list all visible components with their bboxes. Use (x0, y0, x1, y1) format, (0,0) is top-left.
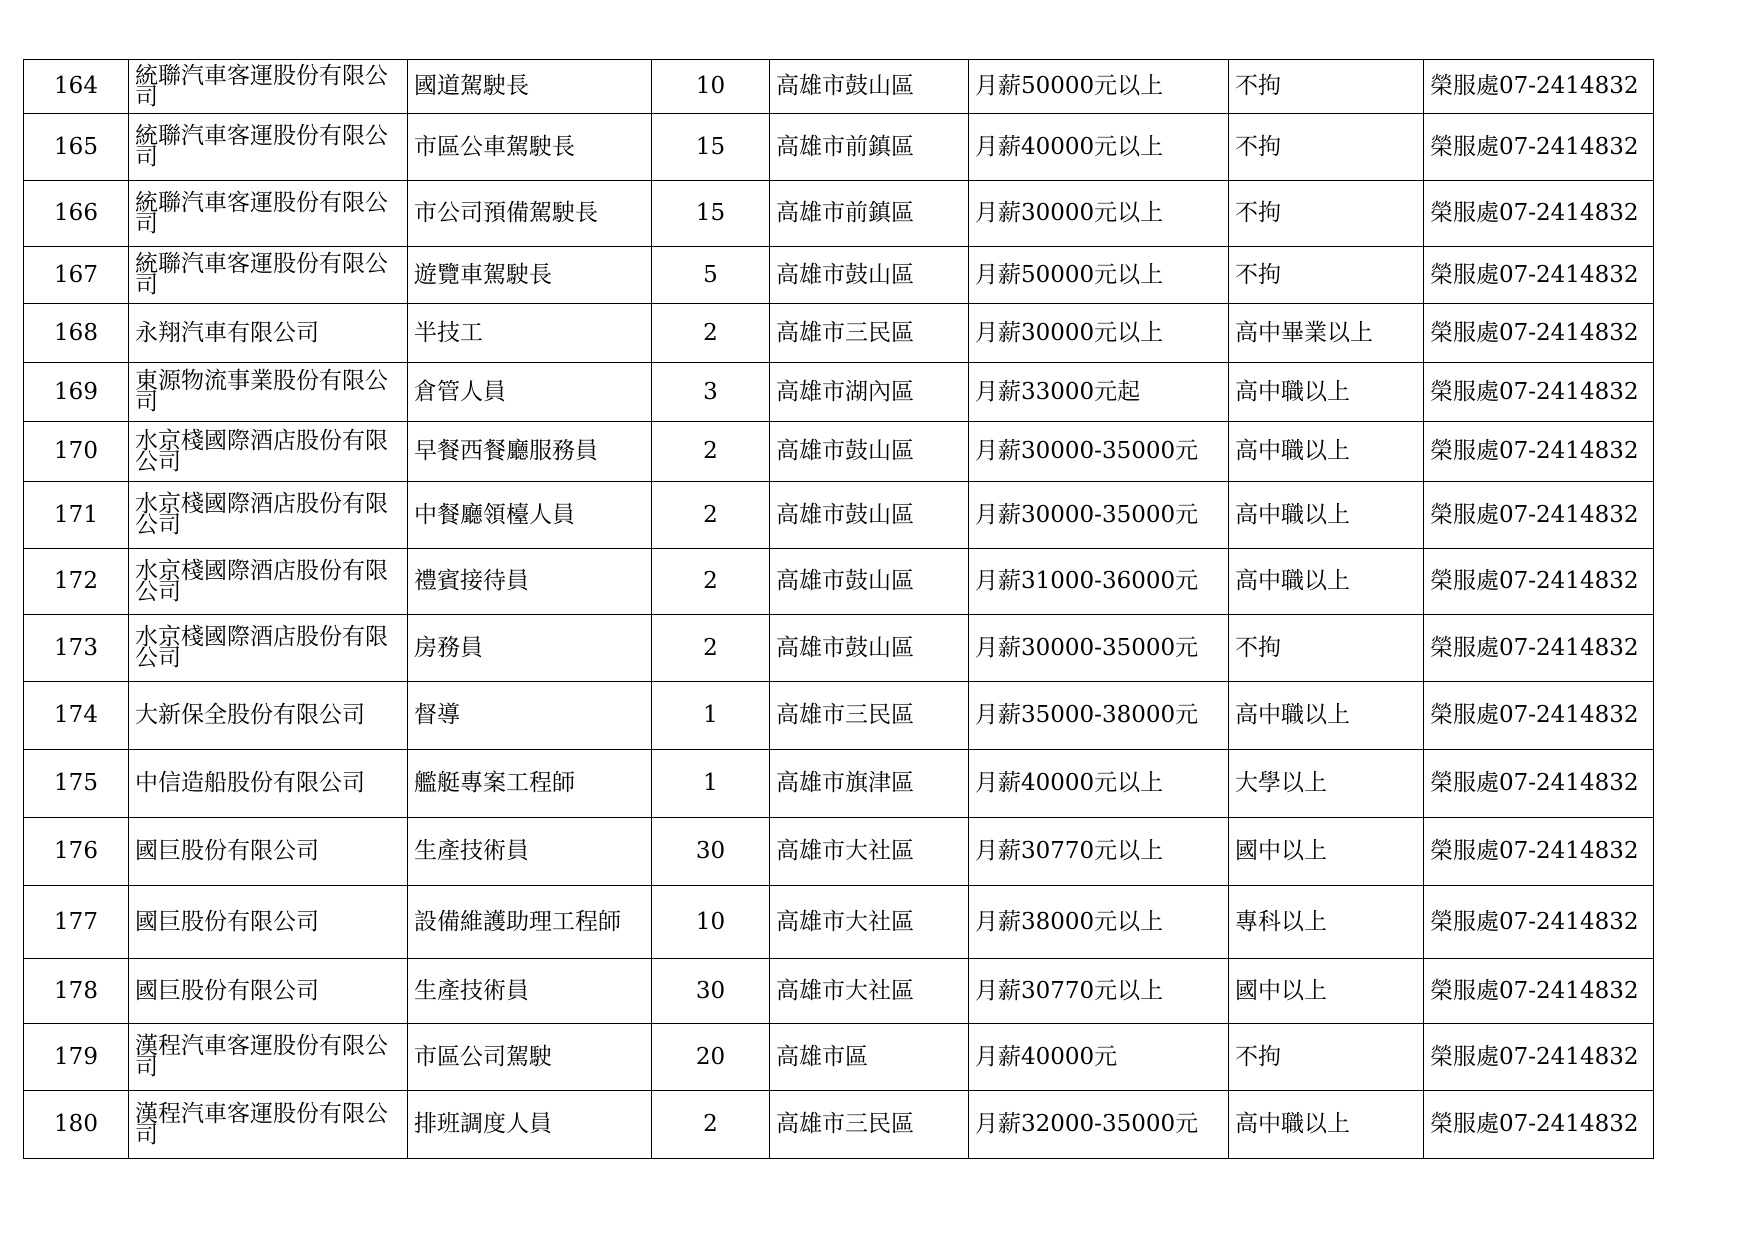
cell-contact: 榮服處07-2414832 (1424, 482, 1654, 549)
cell-contact: 榮服處07-2414832 (1424, 682, 1654, 750)
cell-company: 水京棧國際酒店股份有限公司 (129, 422, 408, 482)
cell-openings: 30 (652, 959, 770, 1024)
cell-location: 高雄市鼓山區 (770, 247, 969, 304)
cell-contact: 榮服處07-2414832 (1424, 959, 1654, 1024)
cell-contact: 榮服處07-2414832 (1424, 247, 1654, 304)
cell-number: 164 (24, 60, 129, 114)
cell-openings: 10 (652, 886, 770, 959)
cell-number: 176 (24, 818, 129, 886)
cell-education: 大學以上 (1229, 750, 1424, 818)
cell-company: 水京棧國際酒店股份有限公司 (129, 549, 408, 615)
cell-number: 174 (24, 682, 129, 750)
cell-job-title: 市公司預備駕駛長 (408, 181, 652, 247)
cell-number: 177 (24, 886, 129, 959)
cell-contact: 榮服處07-2414832 (1424, 886, 1654, 959)
cell-job-title: 倉管人員 (408, 363, 652, 422)
table-row (24, 181, 1654, 247)
cell-openings: 30 (652, 818, 770, 886)
cell-number: 180 (24, 1091, 129, 1159)
cell-location: 高雄市三民區 (770, 1091, 969, 1159)
cell-contact: 榮服處07-2414832 (1424, 1091, 1654, 1159)
cell-salary: 月薪50000元以上 (969, 247, 1229, 304)
cell-location: 高雄市旗津區 (770, 750, 969, 818)
cell-location: 高雄市三民區 (770, 304, 969, 363)
cell-contact: 榮服處07-2414832 (1424, 363, 1654, 422)
cell-contact: 榮服處07-2414832 (1424, 422, 1654, 482)
cell-education: 高中職以上 (1229, 363, 1424, 422)
cell-company: 漢程汽車客運股份有限公司 (129, 1024, 408, 1091)
cell-salary: 月薪31000-36000元 (969, 549, 1229, 615)
cell-company: 國巨股份有限公司 (129, 959, 408, 1024)
cell-openings: 20 (652, 1024, 770, 1091)
table-row (24, 959, 1654, 1024)
cell-company: 大新保全股份有限公司 (129, 682, 408, 750)
cell-salary: 月薪40000元以上 (969, 750, 1229, 818)
cell-company: 國巨股份有限公司 (129, 886, 408, 959)
cell-company: 國巨股份有限公司 (129, 818, 408, 886)
cell-contact: 榮服處07-2414832 (1424, 818, 1654, 886)
cell-company: 漢程汽車客運股份有限公司 (129, 1091, 408, 1159)
cell-education: 高中職以上 (1229, 422, 1424, 482)
cell-contact: 榮服處07-2414832 (1424, 750, 1654, 818)
cell-education: 國中以上 (1229, 818, 1424, 886)
cell-contact: 榮服處07-2414832 (1424, 114, 1654, 181)
table-row (24, 1091, 1654, 1159)
table-row (24, 114, 1654, 181)
cell-location: 高雄市三民區 (770, 682, 969, 750)
cell-education: 高中職以上 (1229, 682, 1424, 750)
cell-salary: 月薪30000元以上 (969, 304, 1229, 363)
cell-company: 統聯汽車客運股份有限公司 (129, 181, 408, 247)
cell-number: 179 (24, 1024, 129, 1091)
cell-number: 170 (24, 422, 129, 482)
cell-job-title: 生產技術員 (408, 959, 652, 1024)
cell-salary: 月薪35000-38000元 (969, 682, 1229, 750)
cell-company: 統聯汽車客運股份有限公司 (129, 114, 408, 181)
table-row (24, 247, 1654, 304)
cell-salary: 月薪40000元 (969, 1024, 1229, 1091)
cell-contact: 榮服處07-2414832 (1424, 1024, 1654, 1091)
cell-location: 高雄市前鎮區 (770, 181, 969, 247)
job-listing-table (23, 59, 1654, 1159)
cell-salary: 月薪30770元以上 (969, 959, 1229, 1024)
cell-job-title: 設備維護助理工程師 (408, 886, 652, 959)
cell-company: 永翔汽車有限公司 (129, 304, 408, 363)
cell-salary: 月薪30770元以上 (969, 818, 1229, 886)
cell-education: 不拘 (1229, 247, 1424, 304)
cell-salary: 月薪30000-35000元 (969, 482, 1229, 549)
cell-openings: 2 (652, 422, 770, 482)
table-row (24, 304, 1654, 363)
table-row (24, 422, 1654, 482)
cell-salary: 月薪30000元以上 (969, 181, 1229, 247)
cell-education: 不拘 (1229, 60, 1424, 114)
cell-salary: 月薪30000-35000元 (969, 422, 1229, 482)
cell-openings: 15 (652, 181, 770, 247)
cell-location: 高雄市區 (770, 1024, 969, 1091)
cell-number: 172 (24, 549, 129, 615)
cell-job-title: 早餐西餐廳服務員 (408, 422, 652, 482)
cell-openings: 2 (652, 549, 770, 615)
cell-salary: 月薪30000-35000元 (969, 615, 1229, 682)
cell-education: 不拘 (1229, 181, 1424, 247)
cell-openings: 1 (652, 682, 770, 750)
cell-job-title: 督導 (408, 682, 652, 750)
cell-number: 178 (24, 959, 129, 1024)
cell-company: 水京棧國際酒店股份有限公司 (129, 482, 408, 549)
cell-education: 高中職以上 (1229, 1091, 1424, 1159)
cell-salary: 月薪32000-35000元 (969, 1091, 1229, 1159)
cell-openings: 15 (652, 114, 770, 181)
cell-location: 高雄市前鎮區 (770, 114, 969, 181)
cell-contact: 榮服處07-2414832 (1424, 181, 1654, 247)
cell-job-title: 艦艇專案工程師 (408, 750, 652, 818)
cell-location: 高雄市大社區 (770, 818, 969, 886)
cell-company: 中信造船股份有限公司 (129, 750, 408, 818)
cell-number: 173 (24, 615, 129, 682)
cell-contact: 榮服處07-2414832 (1424, 304, 1654, 363)
cell-job-title: 生產技術員 (408, 818, 652, 886)
cell-location: 高雄市鼓山區 (770, 549, 969, 615)
cell-openings: 5 (652, 247, 770, 304)
cell-education: 專科以上 (1229, 886, 1424, 959)
cell-contact: 榮服處07-2414832 (1424, 60, 1654, 114)
table-row (24, 886, 1654, 959)
cell-job-title: 中餐廳領檯人員 (408, 482, 652, 549)
cell-location: 高雄市鼓山區 (770, 422, 969, 482)
cell-salary: 月薪50000元以上 (969, 60, 1229, 114)
cell-contact: 榮服處07-2414832 (1424, 615, 1654, 682)
cell-company: 統聯汽車客運股份有限公司 (129, 247, 408, 304)
table-row (24, 818, 1654, 886)
table-row (24, 750, 1654, 818)
cell-openings: 10 (652, 60, 770, 114)
cell-openings: 2 (652, 1091, 770, 1159)
cell-number: 166 (24, 181, 129, 247)
cell-company: 東源物流事業股份有限公司 (129, 363, 408, 422)
cell-education: 高中職以上 (1229, 482, 1424, 549)
table-row (24, 682, 1654, 750)
cell-job-title: 市區公司駕駛 (408, 1024, 652, 1091)
table-row (24, 482, 1654, 549)
cell-openings: 2 (652, 304, 770, 363)
cell-company: 統聯汽車客運股份有限公司 (129, 60, 408, 114)
table-row (24, 60, 1654, 114)
cell-openings: 2 (652, 482, 770, 549)
cell-number: 171 (24, 482, 129, 549)
cell-number: 175 (24, 750, 129, 818)
cell-job-title: 國道駕駛長 (408, 60, 652, 114)
cell-contact: 榮服處07-2414832 (1424, 549, 1654, 615)
table-row (24, 615, 1654, 682)
cell-job-title: 排班調度人員 (408, 1091, 652, 1159)
cell-education: 高中職以上 (1229, 549, 1424, 615)
cell-salary: 月薪40000元以上 (969, 114, 1229, 181)
cell-number: 169 (24, 363, 129, 422)
cell-location: 高雄市大社區 (770, 959, 969, 1024)
cell-salary: 月薪33000元起 (969, 363, 1229, 422)
cell-number: 167 (24, 247, 129, 304)
table-row (24, 549, 1654, 615)
cell-job-title: 禮賓接待員 (408, 549, 652, 615)
cell-location: 高雄市湖內區 (770, 363, 969, 422)
cell-location: 高雄市鼓山區 (770, 60, 969, 114)
job-table-body (24, 60, 1654, 1159)
cell-number: 168 (24, 304, 129, 363)
cell-education: 國中以上 (1229, 959, 1424, 1024)
cell-openings: 3 (652, 363, 770, 422)
cell-salary: 月薪38000元以上 (969, 886, 1229, 959)
cell-job-title: 半技工 (408, 304, 652, 363)
cell-openings: 1 (652, 750, 770, 818)
cell-education: 不拘 (1229, 1024, 1424, 1091)
cell-education: 高中畢業以上 (1229, 304, 1424, 363)
cell-job-title: 房務員 (408, 615, 652, 682)
cell-number: 165 (24, 114, 129, 181)
cell-education: 不拘 (1229, 615, 1424, 682)
cell-openings: 2 (652, 615, 770, 682)
cell-job-title: 市區公車駕駛長 (408, 114, 652, 181)
table-row (24, 1024, 1654, 1091)
cell-company: 水京棧國際酒店股份有限公司 (129, 615, 408, 682)
cell-location: 高雄市鼓山區 (770, 615, 969, 682)
table-row (24, 363, 1654, 422)
cell-location: 高雄市大社區 (770, 886, 969, 959)
cell-education: 不拘 (1229, 114, 1424, 181)
cell-location: 高雄市鼓山區 (770, 482, 969, 549)
cell-job-title: 遊覽車駕駛長 (408, 247, 652, 304)
